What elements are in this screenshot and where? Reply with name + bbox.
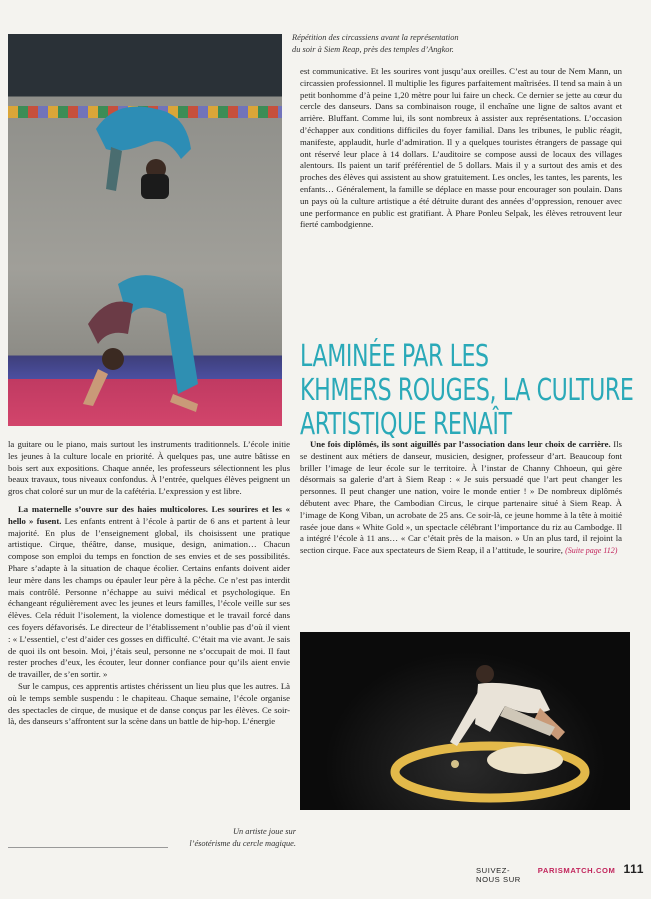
paragraph-lead: Une fois diplômés, ils sont aiguillés par l’association dans leur choix de carrière. bbox=[310, 439, 611, 449]
headline-line-2: KHMERS ROUGES, LA CULTURE bbox=[300, 373, 634, 409]
performer-scene bbox=[300, 632, 630, 810]
paragraph: est communicative. Et les sourires vont jusqu’aux oreilles. C’est au tour de Nem Mann, un circassien professionnel. Il multiplie les figures parfaitement maîtrisées. Il tend sa main à un petit bonhomme d’à peine 1,20 mètre pour lui faire un check. Ce dernier se jette au cœur du cercle des danseurs. Dans sa combinaison rouge, il enchaîne une ligne de saltos avant et arrière. Bluffant. Comme lui, ils sont nombreux à assister aux représentations. L’occasion d’échapper aux conditions difficiles du foyer familial. Dans les tribunes, le public réagit, manifeste, applaudit, hurle d’admiration. Il y a quelques touristes étrangers de passage qui ont réservé leur place à 14 dollars. L’auditoire se compose aussi de locaux des villages alentours. Ils paient un tarif préférentiel de 5 dollars. Mais il y a surtout des amis et des proches des élèves qui assistent au show gratuitement. Les oncles, les tantes, les parents, les enfants… Généralement, la famille se déplace en masse pour encourager son poulain. Dans un pays où la culture artistique a été détruite durant des années d’oppression, renouer avec une performance en public est gratifiant. À Phare Ponleu Selpak, les élèves retrouvent leur fierté cambodgienne. bbox=[300, 66, 622, 230]
paragraph-text: Ils se destinent aux métiers de danseur, musicien, designer, professeur d’art. Beaucoup font briller l’image de leur école sur le territoire. À l’instar de Channy Chhoeun, qui gère désormais sa galerie d’art à Siem Reap : « Je suis persuadé que l’art peut changer les personnes. Il peut changer une nation, voire le monde entier ! » De nombreux diplômés débutent avec Phare, the Cambodian Circus, le cirque partenaire situé à Siem Reap. À l’image de Kong Viban, un acrobate de 25 ans. Ce soir-là, ce jeune homme à la tête à moitié rasée joue dans « White Gold », un spectacle célébrant l’importance du riz au Cambodge. Il a intégré l’école à 11 ans… « Car c’était près de la maison. » Un an plus tard, il rejoint la section cirque. Face aux spectateurs de Siem Reap, il a l’attitude, le sourire, bbox=[300, 439, 622, 556]
headline-line-1: LAMINÉE PAR LES bbox=[300, 339, 489, 375]
page-number: 111 bbox=[623, 862, 644, 876]
top-caption-line-1: Répétition des circassiens avant la représentation bbox=[292, 33, 459, 42]
acrobats-photo bbox=[8, 34, 282, 426]
upper-acrobat-figure bbox=[86, 89, 206, 209]
bottom-photo-caption bbox=[168, 826, 296, 850]
section-headline bbox=[300, 339, 634, 443]
paragraph bbox=[8, 504, 290, 681]
page-footer bbox=[476, 862, 644, 884]
caption-rule bbox=[8, 847, 168, 848]
performer-photo bbox=[300, 632, 630, 810]
right-column-bottom bbox=[300, 439, 622, 557]
paragraph-lead: La maternelle s’ouvre sur des haies multicolores. Les sourires et les « hello » fusent. bbox=[8, 503, 290, 526]
footer-label: SUIVEZ-NOUS SUR bbox=[476, 866, 521, 884]
paragraph: la guitare ou le piano, mais surtout les instruments traditionnels. L’école initie les jeunes à la culture locale en priorité. À quelques pas, une autre bâtisse en bois sert aux expositions. Chaque année, les professeurs sélectionnent les plus beaux travaux, tous niveaux confondus. À l’entrée, quelques élèves peignent un gros chat coloré sur un mur de la cafétéria. L’expression y est libre. bbox=[8, 439, 290, 497]
right-column-top bbox=[300, 66, 622, 231]
left-column-bottom bbox=[8, 439, 290, 728]
lower-acrobat-figure bbox=[78, 264, 218, 414]
bottom-caption-line-1: Un artiste joue sur bbox=[232, 827, 296, 836]
paragraph: Sur le campus, ces apprentis artistes chérissent un lieu plus que les autres. Là où le temps semble suspendu : le chapiteau. Chaque semaine, l’école organise des spectacles de cirque, de musique et de danse conçus par les élèves. Ce soir-là, des danseurs s’affrontent sur la scène dans un battle de hip-hop. L’énergie bbox=[8, 680, 290, 727]
top-photo-caption bbox=[292, 32, 512, 56]
top-caption-line-2: du soir à Siem Reap, près des temples d’Angkor. bbox=[292, 45, 454, 54]
headline-line-3: ARTISTIQUE RENAÎT bbox=[300, 407, 512, 443]
paragraph-text: Les enfants entrent à l’école à partir de 6 ans et partent à leur majorité. En plus de l’enseignement global, ils choisissent une pratique artistique. Cirque, théâtre, danse, musique, design, animation… Chacun compose son emploi du temps en fonction de ses envies et de ses possibilités. Phare s’adapte à la situation de chaque écolier. Certains enfants doivent aider leur mère dans les champs ou épauler leur père à la pêche. Ce n’est pas interdit mais contrôlé. Personne n’échappe au suivi médical et psychologique. En échangeant régulièrement avec les jeunes et leurs familles, l’école veille sur ses élèves. Cela réduit l’isolement, la violence domestique et le travail forcé dans ces foyers défavorisés. Le directeur de l’établissement n’oublie pas d’où il vient : « L’essentiel, c’est d’aider ces gosses en difficulté. C’était ma vie avant. Je sais de quoi ils ont besoin. Moi, j’étais seul, personne ne s’occupait de moi. Il faut rester proches d’eux, les écouter, leur donner confiance pour qu’ils aient envie de travailler, de s’en sortir. » bbox=[8, 515, 290, 680]
paragraph bbox=[300, 439, 622, 557]
bottom-caption-line-2: l’ésotérisme du cercle magique. bbox=[189, 839, 296, 848]
continued-link[interactable]: (Suite page 112) bbox=[565, 546, 618, 556]
footer-site-link[interactable]: PARISMATCH.COM bbox=[537, 866, 616, 875]
